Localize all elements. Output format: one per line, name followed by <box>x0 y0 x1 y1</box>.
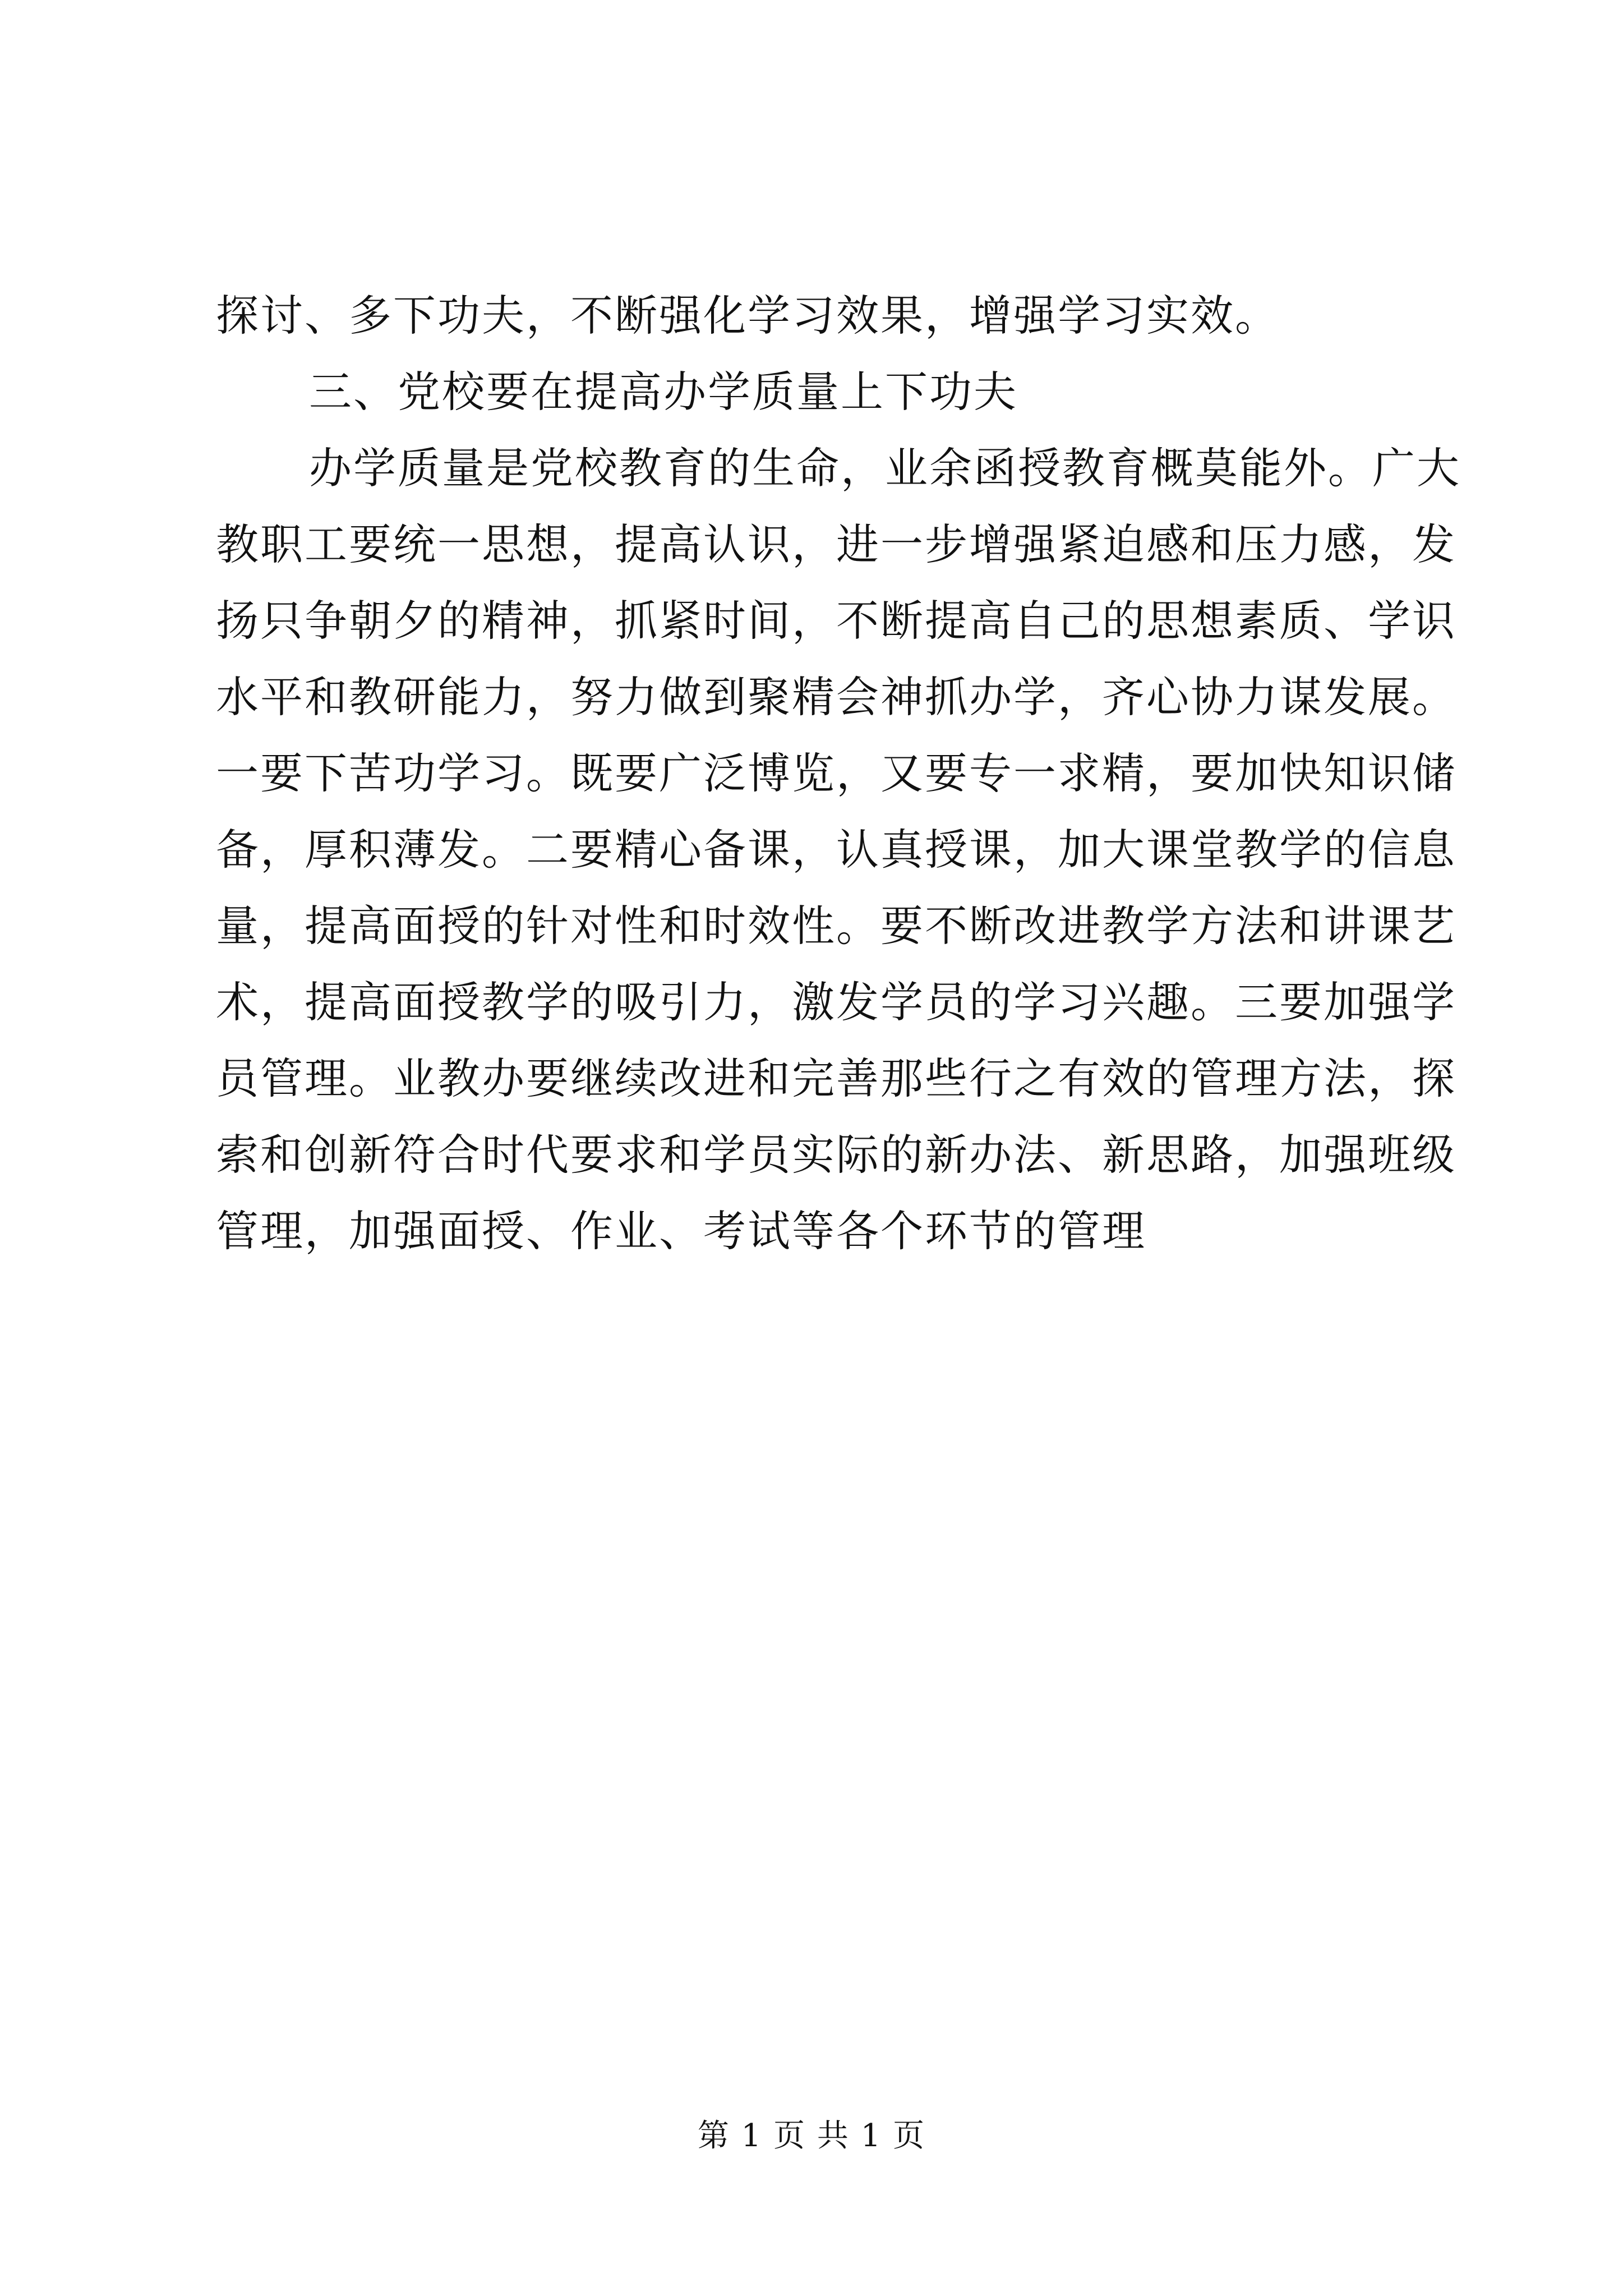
text-line-12: 索和创新符合时代要求和学员实际的新办法、新思路，加强班级 <box>216 1130 1456 1180</box>
text-line-8: 备，厚积薄发。二要精心备课，认真授课，加大课堂教学的信息 <box>216 825 1456 875</box>
section-heading: 三、党校要在提高办学质量上下功夫 <box>309 367 1018 417</box>
text-line-1: 探讨、多下功夫，不断强化学习效果，增强学习实效。 <box>216 291 1279 341</box>
text-line-10: 术，提高面授教学的吸引力，激发学员的学习兴趣。三要加强学 <box>216 977 1456 1027</box>
text-line-4: 教职工要统一思想，提高认识，进一步增强紧迫感和压力感，发 <box>216 519 1456 569</box>
document-body <box>216 278 1461 1269</box>
text-line-5: 扬只争朝夕的精神，抓紧时间，不断提高自己的思想素质、学识 <box>216 596 1456 646</box>
text-line-6: 水平和教研能力，努力做到聚精会神抓办学，齐心协力谋发展。 <box>216 672 1456 722</box>
text-line-13: 管理，加强面授、作业、考试等各个环节的管理 <box>216 1206 1146 1256</box>
page-footer: 第 1 页 共 1 页 <box>697 2118 926 2154</box>
text-line-11: 员管理。业教办要继续改进和完善那些行之有效的管理方法，探 <box>216 1053 1456 1103</box>
text-line-3: 办学质量是党校教育的生命，业余函授教育概莫能外。广大 <box>309 443 1461 493</box>
text-line-7: 一要下苦功学习。既要广泛博览，又要专一求精，要加快知识储 <box>216 748 1456 798</box>
text-line-9: 量，提高面授的针对性和时效性。要不断改进教学方法和讲课艺 <box>216 901 1456 951</box>
